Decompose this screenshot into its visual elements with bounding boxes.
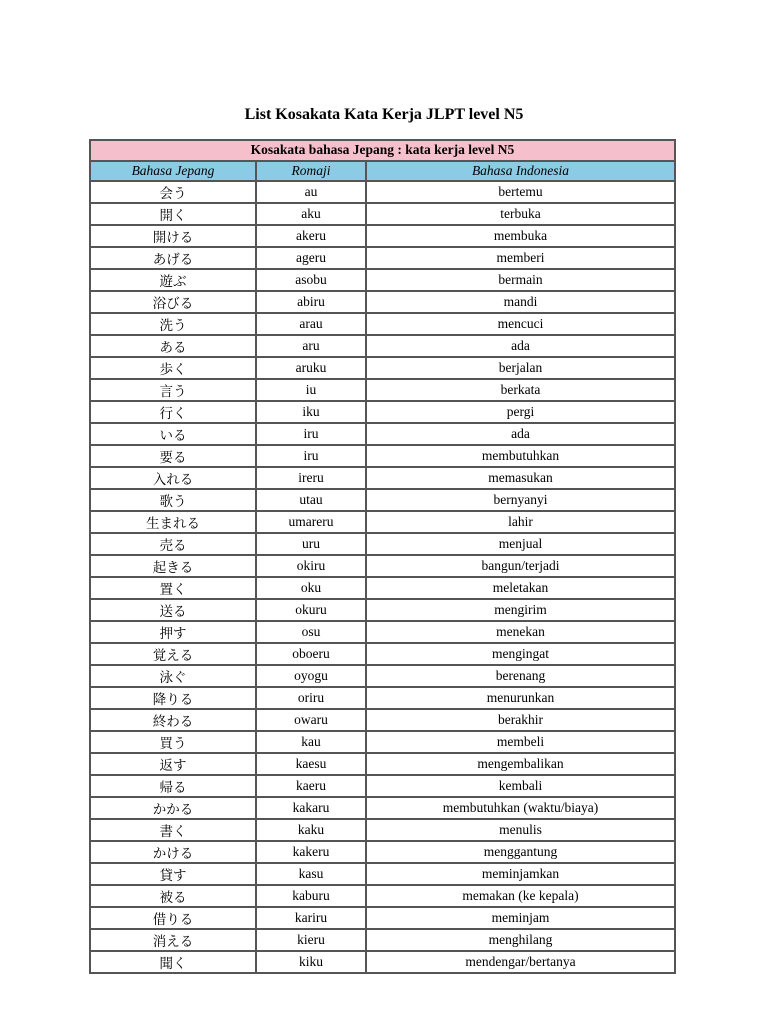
cell-romaji: ageru	[256, 247, 366, 269]
cell-romaji: asobu	[256, 269, 366, 291]
cell-romaji: oriru	[256, 687, 366, 709]
cell-romaji: okuru	[256, 599, 366, 621]
table-row	[90, 797, 675, 819]
cell-indonesian: berakhir	[366, 709, 675, 731]
table-row	[90, 225, 675, 247]
cell-indonesian: terbuka	[366, 203, 675, 225]
cell-indonesian: berenang	[366, 665, 675, 687]
cell-romaji: ireru	[256, 467, 366, 489]
table-row	[90, 907, 675, 929]
cell-romaji: utau	[256, 489, 366, 511]
table-row	[90, 929, 675, 951]
cell-japanese: いる	[90, 423, 256, 445]
table-header-row	[90, 161, 675, 182]
table-row	[90, 401, 675, 423]
cell-japanese: 開く	[90, 203, 256, 225]
table-body	[90, 181, 675, 973]
column-header-romaji: Romaji	[256, 161, 366, 182]
cell-indonesian: ada	[366, 335, 675, 357]
cell-romaji: kieru	[256, 929, 366, 951]
cell-japanese: 泳ぐ	[90, 665, 256, 687]
document-title: List Kosakata Kata Kerja JLPT level N5	[244, 106, 524, 123]
cell-japanese: 聞く	[90, 951, 256, 973]
cell-indonesian: menurunkan	[366, 687, 675, 709]
table-row	[90, 269, 675, 291]
cell-japanese: かける	[90, 841, 256, 863]
table-row	[90, 885, 675, 907]
cell-romaji: kakaru	[256, 797, 366, 819]
table-row	[90, 533, 675, 555]
cell-indonesian: mendengar/bertanya	[366, 951, 675, 973]
table-row	[90, 511, 675, 533]
cell-japanese: 帰る	[90, 775, 256, 797]
cell-romaji: aku	[256, 203, 366, 225]
table-row	[90, 423, 675, 445]
cell-romaji: oku	[256, 577, 366, 599]
column-header-indonesian: Bahasa Indonesia	[366, 161, 675, 182]
table-row	[90, 687, 675, 709]
table-row	[90, 555, 675, 577]
cell-japanese: 会う	[90, 181, 256, 203]
table-row	[90, 313, 675, 335]
cell-romaji: akeru	[256, 225, 366, 247]
table-row	[90, 203, 675, 225]
cell-japanese: 降りる	[90, 687, 256, 709]
cell-indonesian: berkata	[366, 379, 675, 401]
table-row	[90, 379, 675, 401]
cell-indonesian: bermain	[366, 269, 675, 291]
cell-romaji: kaku	[256, 819, 366, 841]
cell-romaji: kakeru	[256, 841, 366, 863]
column-header-japanese: Bahasa Jepang	[90, 161, 256, 182]
cell-indonesian: membuka	[366, 225, 675, 247]
cell-romaji: aruku	[256, 357, 366, 379]
table-row	[90, 753, 675, 775]
cell-romaji: owaru	[256, 709, 366, 731]
table-row	[90, 181, 675, 203]
cell-indonesian: meminjam	[366, 907, 675, 929]
cell-japanese: 売る	[90, 533, 256, 555]
cell-japanese: 終わる	[90, 709, 256, 731]
cell-indonesian: menjual	[366, 533, 675, 555]
cell-indonesian: bangun/terjadi	[366, 555, 675, 577]
table-row	[90, 819, 675, 841]
cell-romaji: iru	[256, 423, 366, 445]
table-row	[90, 357, 675, 379]
cell-indonesian: membutuhkan (waktu/biaya)	[366, 797, 675, 819]
cell-romaji: kaeru	[256, 775, 366, 797]
table-caption-row	[90, 140, 675, 161]
cell-indonesian: memakan (ke kepala)	[366, 885, 675, 907]
table-row	[90, 951, 675, 973]
cell-indonesian: mengingat	[366, 643, 675, 665]
table-row	[90, 621, 675, 643]
cell-romaji: au	[256, 181, 366, 203]
cell-indonesian: menekan	[366, 621, 675, 643]
cell-romaji: oyogu	[256, 665, 366, 687]
table-caption: Kosakata bahasa Jepang : kata kerja level N5	[90, 140, 675, 161]
cell-japanese: ある	[90, 335, 256, 357]
cell-japanese: 押す	[90, 621, 256, 643]
cell-indonesian: bernyanyi	[366, 489, 675, 511]
cell-japanese: 送る	[90, 599, 256, 621]
cell-japanese: 遊ぶ	[90, 269, 256, 291]
cell-japanese: 借りる	[90, 907, 256, 929]
cell-japanese: 歩く	[90, 357, 256, 379]
cell-japanese: 書く	[90, 819, 256, 841]
cell-japanese: 洗う	[90, 313, 256, 335]
table-row	[90, 577, 675, 599]
cell-japanese: 入れる	[90, 467, 256, 489]
cell-romaji: oboeru	[256, 643, 366, 665]
cell-romaji: osu	[256, 621, 366, 643]
cell-japanese: 言う	[90, 379, 256, 401]
cell-indonesian: mengembalikan	[366, 753, 675, 775]
table-row	[90, 335, 675, 357]
cell-japanese: 被る	[90, 885, 256, 907]
table-row	[90, 291, 675, 313]
cell-indonesian: mandi	[366, 291, 675, 313]
cell-indonesian: ada	[366, 423, 675, 445]
cell-japanese: 貸す	[90, 863, 256, 885]
cell-japanese: 浴びる	[90, 291, 256, 313]
cell-romaji: iru	[256, 445, 366, 467]
cell-japanese: 覚える	[90, 643, 256, 665]
cell-indonesian: mencuci	[366, 313, 675, 335]
cell-romaji: abiru	[256, 291, 366, 313]
cell-romaji: okiru	[256, 555, 366, 577]
cell-japanese: 置く	[90, 577, 256, 599]
cell-japanese: 歌う	[90, 489, 256, 511]
table-row	[90, 489, 675, 511]
cell-japanese: 行く	[90, 401, 256, 423]
table-row	[90, 247, 675, 269]
cell-indonesian: membeli	[366, 731, 675, 753]
cell-romaji: kaburu	[256, 885, 366, 907]
cell-japanese: 買う	[90, 731, 256, 753]
cell-japanese: 返す	[90, 753, 256, 775]
cell-japanese: 消える	[90, 929, 256, 951]
cell-indonesian: pergi	[366, 401, 675, 423]
table-row	[90, 709, 675, 731]
cell-indonesian: berjalan	[366, 357, 675, 379]
cell-indonesian: memberi	[366, 247, 675, 269]
cell-indonesian: menghilang	[366, 929, 675, 951]
cell-indonesian: meminjamkan	[366, 863, 675, 885]
cell-romaji: kau	[256, 731, 366, 753]
cell-romaji: aru	[256, 335, 366, 357]
cell-romaji: uru	[256, 533, 366, 555]
cell-romaji: kiku	[256, 951, 366, 973]
table-row	[90, 445, 675, 467]
cell-romaji: kaesu	[256, 753, 366, 775]
cell-indonesian: membutuhkan	[366, 445, 675, 467]
vocabulary-table	[89, 139, 676, 974]
cell-indonesian: bertemu	[366, 181, 675, 203]
cell-romaji: kariru	[256, 907, 366, 929]
cell-romaji: iku	[256, 401, 366, 423]
table-row	[90, 731, 675, 753]
table-row	[90, 643, 675, 665]
cell-indonesian: memasukan	[366, 467, 675, 489]
cell-japanese: 開ける	[90, 225, 256, 247]
cell-indonesian: meletakan	[366, 577, 675, 599]
cell-romaji: umareru	[256, 511, 366, 533]
cell-romaji: iu	[256, 379, 366, 401]
cell-indonesian: lahir	[366, 511, 675, 533]
cell-indonesian: mengirim	[366, 599, 675, 621]
cell-indonesian: menggantung	[366, 841, 675, 863]
table-row	[90, 599, 675, 621]
cell-romaji: kasu	[256, 863, 366, 885]
table-row	[90, 467, 675, 489]
cell-japanese: 起きる	[90, 555, 256, 577]
cell-indonesian: menulis	[366, 819, 675, 841]
cell-japanese: 要る	[90, 445, 256, 467]
cell-romaji: arau	[256, 313, 366, 335]
cell-japanese: あげる	[90, 247, 256, 269]
cell-japanese: 生まれる	[90, 511, 256, 533]
table-row	[90, 841, 675, 863]
table-row	[90, 775, 675, 797]
cell-indonesian: kembali	[366, 775, 675, 797]
table-row	[90, 863, 675, 885]
cell-japanese: かかる	[90, 797, 256, 819]
table-row	[90, 665, 675, 687]
